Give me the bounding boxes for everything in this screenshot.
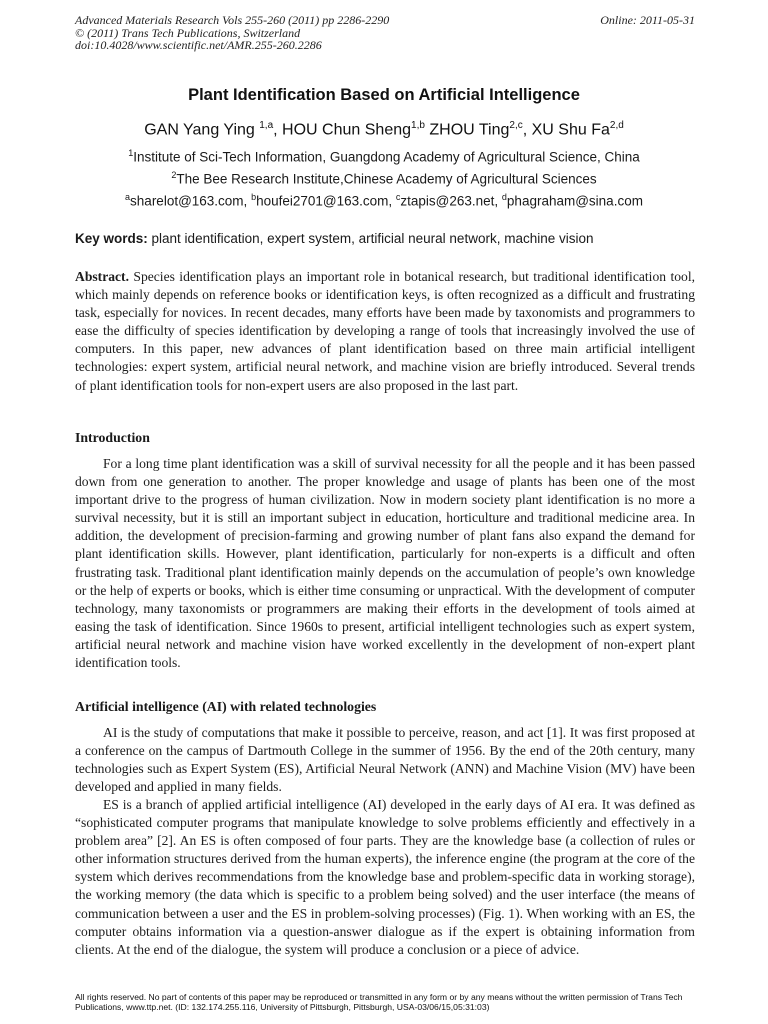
abstract (75, 268, 695, 395)
author-affil-marker: 1,b (411, 120, 425, 131)
email-list (0, 192, 768, 209)
abstract-text: Species identification plays an important role in botanical research, but traditional identification tool, which mainly depends on reference books or identification keys, is often recognized as a difficult and frustrating task, especially for novices. In recent decades, many efforts have been made by taxonomists and programmers to ease the difficulty of species identification by developing a range of tools that increasingly involved the use of computers. In this paper, new advances of plant identification based on three main artificial intelligent technologies: expert system, artificial neural network, and machine vision are briefly introduced. Several trends of plant identification tools for non-expert users are also proposed in the last part. (75, 269, 695, 393)
author-name: XU Shu Fa (531, 121, 610, 139)
affiliation-1 (0, 148, 768, 165)
journal-header (75, 14, 695, 52)
email-marker: c (395, 192, 401, 202)
ai-paragraph-1: AI is the study of computations that make it possible to perceive, reason, and act [1]. It was first proposed at a conference on the campus of Dartmouth College in the summer of 1956. By the end of the 20th century, many technologies such as Expert System (ES), Artificial Neural Network (ANN) and Machine Vision (MV) have been developed and applied in many fields. (75, 725, 695, 795)
keywords (75, 231, 695, 246)
author-list (0, 120, 768, 139)
author-name: GAN Yang Ying (144, 121, 260, 139)
keywords-text: plant identification, expert system, artificial neural network, machine vision (147, 231, 594, 246)
author-affil-marker: 2,d (609, 120, 624, 131)
doi-line: doi:10.4028/www.scientific.net/AMR.255-260.2286 (75, 38, 322, 52)
paper-title: Plant Identification Based on Artificial Intelligence (188, 86, 580, 104)
journal-citation: Advanced Materials Research Vols 255-260 (2011) pp 2286-2290 (75, 13, 390, 27)
affiliation-marker: 2 (171, 170, 177, 180)
email-marker: d (501, 192, 507, 202)
introduction-heading: Introduction (75, 430, 150, 445)
author-affil-marker: 2,c (509, 120, 523, 131)
author-name: ZHOU Ting (429, 121, 510, 139)
affiliation-2 (0, 170, 768, 187)
author-separator: , (273, 121, 283, 139)
email-address: sharelot@163.com, (130, 193, 252, 209)
ai-section-heading: Artificial intelligence (AI) with related technologies (75, 699, 377, 714)
keywords-label: Key words: (75, 231, 148, 246)
ai-paragraph-2: ES is a branch of applied artificial intelligence (AI) developed in the early days of AI era. It was defined as “sophisticated computer programs that manipulate knowledge to solve problems efficiently and effectively in a problem area” [2]. An ES is often composed of four parts. They are the knowledge base (a collection of rules or other information structures derived from the human experts), the inference engine (the program at the core of the system which derives recommendations from the knowledge base and problem-specific data in working storage), the working memory (the data which is specific to a problem being solved) and the user interface (the means of communication between a user and the ES in problem-solving processes) (Fig. 1). When working with an ES, the computer obtains information via a question-answer dialogue as if the expert is obtaining information from clients. At the end of the dialogue, the system will produce a conclusion or a piece of advice. (75, 797, 695, 957)
author-name: HOU Chun Sheng (282, 121, 412, 139)
email-address: ztapis@263.net, (400, 193, 502, 209)
email-marker: a (125, 192, 131, 202)
email-marker: b (251, 192, 257, 202)
affiliation-text: Institute of Sci-Tech Information, Guangdong Academy of Agricultural Science, China (133, 149, 640, 165)
introduction-paragraph: For a long time plant identification was a skill of survival necessity for all the people and it has been passed down from one generation to another. The proper knowledge and usage of plants has been one of the most important drive to the progress of human civilization. Now in modern society plant identification is no more a survival necessity, but it is still an important subject in education, horticulture and traditional medicine area. In addition, the development of precision-farming and growing number of plant fans also expand the demand for plant identification skills. However, plant identification, particularly for non-experts is a difficult and often frustrating task. Traditional plant identification mainly depends on the accumulation of people’s own knowledge or the help of experts or books, which is either time consuming or unpractical. With the development of computer technology, many taxonomists or programmers are making their efforts in the development of tools aimed at easing the task of identification. Since 1960s to present, artificial intelligent technologies such as expert system, artificial neural network and machine vision have worked excellently in the development of non-expert plant identification tools. (75, 456, 695, 671)
copyright-footer: All rights reserved. No part of contents of this paper may be reproduced or transmitted in any form or by any means without the written permission of Trans Tech Publications, www.ttp.net. (ID: 132.174.255.116, University of Pittsburgh, Pittsburgh, USA-03/06/15,05:31:03) (75, 992, 683, 1012)
online-date: Online: 2011-05-31 (600, 13, 695, 27)
affiliation-text: The Bee Research Institute,Chinese Academy of Agricultural Sciences (176, 171, 597, 187)
email-address: phagraham@sina.com (506, 193, 643, 209)
affiliation-marker: 1 (128, 148, 134, 158)
author-affil-marker: 1,a (259, 120, 274, 131)
abstract-label: Abstract. (75, 269, 129, 284)
copyright-line: © (2011) Trans Tech Publications, Switzerland (75, 25, 301, 40)
email-address: houfei2701@163.com, (256, 193, 396, 209)
author-separator: , (522, 121, 532, 139)
